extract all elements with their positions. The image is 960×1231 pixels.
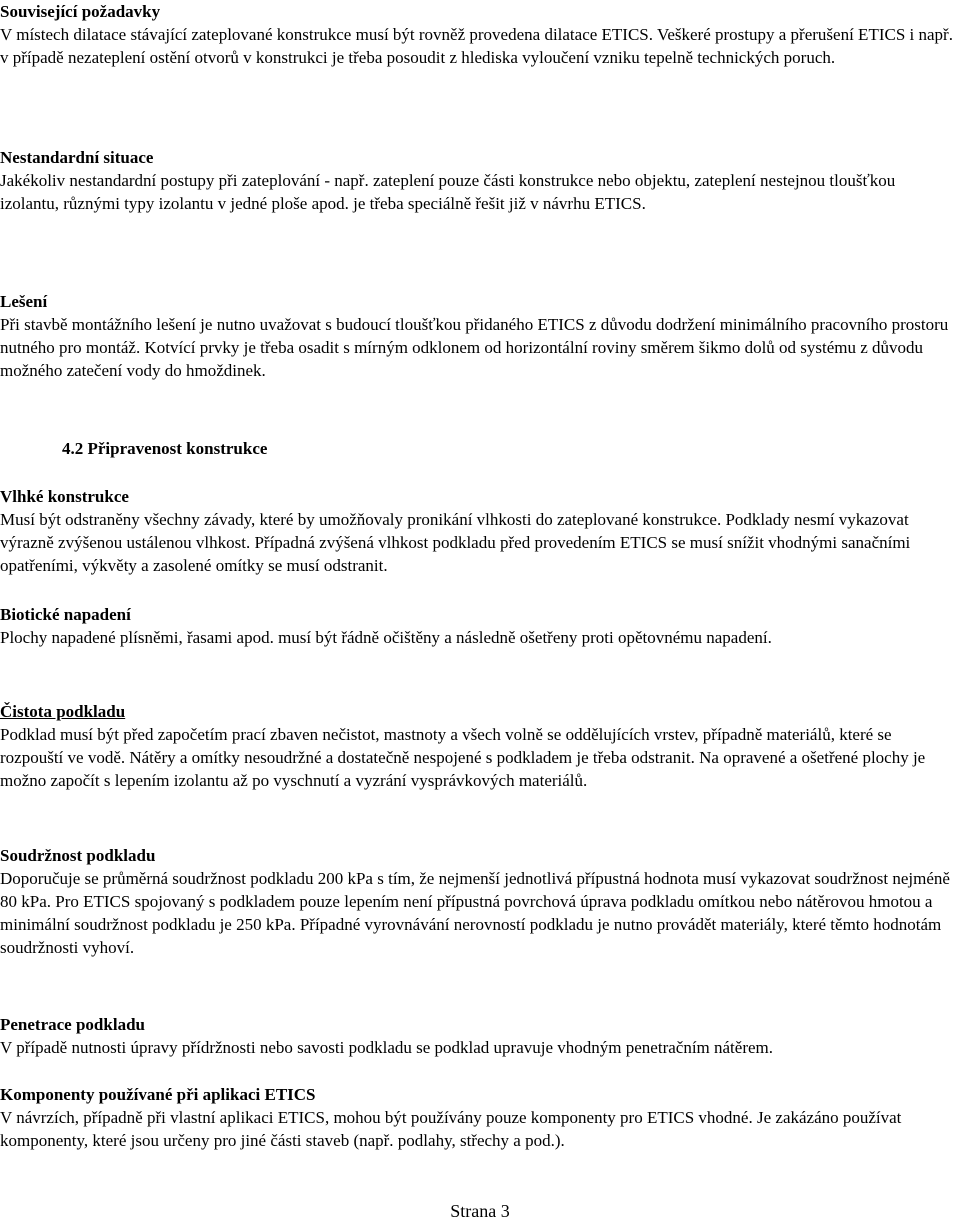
subsection-components	[0, 1083, 958, 1152]
subsection-heading: Penetrace podkladu	[0, 1015, 145, 1034]
subsection-substrate-cohesion	[0, 844, 958, 959]
section-text: V místech dilatace stávající zateplované konstrukce musí být rovněž provedena dilatace ETICS. Veškeré prostupy a přerušení ETICS i např. v případě nezateplení ostění otvorů v konstrukci je třeba posoudit z hlediska vyloučení vzniku tepelně technických poruch.	[0, 25, 953, 67]
subsection-text: V návrzích, případně při vlastní aplikaci ETICS, mohou být používány pouze komponenty pro ETICS vhodné. Je zakázáno používat komponenty, které jsou určeny pro jiné části staveb (např. podlahy, střechy a pod.).	[0, 1108, 902, 1150]
chapter-title: 4.2 Připravenost konstrukce	[62, 439, 268, 458]
subsection-heading: Vlhké konstrukce	[0, 487, 129, 506]
subsection-heading: Komponenty používané při aplikaci ETICS	[0, 1085, 316, 1104]
subsection-biotic-attack	[0, 603, 958, 649]
section-text: Při stavbě montážního lešení je nutno uvažovat s budoucí tloušťkou přidaného ETICS z důvodu dodržení minimálního pracovního prostoru nutného pro montáž. Kotvící prvky je třeba osadit s mírným odklonem od horizontální roviny směrem šikmo dolů od systému z důvodu možného zatečení vody do hmoždinek.	[0, 315, 949, 380]
page-number: Strana 3	[450, 1201, 510, 1221]
subsection-heading: Biotické napadení	[0, 605, 131, 624]
section-scaffolding	[0, 290, 958, 382]
subsection-text: Doporučuje se průměrná soudržnost podkladu 200 kPa s tím, že nejmenší jednotlivá přípustná hodnota musí vykazovat soudržnost nejméně 80 kPa. Pro ETICS spojovaný s podkladem pouze lepením není přípustná povrchová úprava podkladu omítkou nebo nátěrovou hmotou a minimální soudržnost podkladu je 250 kPa. Případné vyrovnávání nerovností podkladu je nutno provádět materiály, které těmto hodnotám soudržnosti vyhoví.	[0, 869, 950, 957]
section-related-requirements	[0, 0, 958, 69]
subsection-text: Plochy napadené plísněmi, řasami apod. musí být řádně očištěny a následně ošetřeny proti opětovnému napadení.	[0, 628, 772, 647]
section-text: Jakékoliv nestandardní postupy při zateplování - např. zateplení pouze části konstrukce nebo objektu, zateplení nestejnou tloušťkou izolantu, různými typy izolantu v jedné ploše apod. je třeba speciálně řešit již v návrhu ETICS.	[0, 171, 896, 213]
subsection-substrate-cleanliness	[0, 700, 958, 792]
section-heading: Lešení	[0, 292, 48, 311]
section-nonstandard-situation	[0, 146, 958, 215]
subsection-text: V případě nutnosti úpravy přídržnosti nebo savosti podkladu se podklad upravuje vhodným penetračním nátěrem.	[0, 1038, 774, 1057]
section-heading: Související požadavky	[0, 2, 161, 21]
subsection-substrate-penetration	[0, 1013, 958, 1059]
subsection-text: Podklad musí být před započetím prací zbaven nečistot, mastnoty a všech volně se oddělujících vrstev, případně materiálů, které se rozpouští ve vodě. Nátěry a omítky nesoudržné a dostatečně nespojené s podkladem je třeba odstranit. Na opravené a ošetřené plochy je možno započít s lepením izolantu až po vyschnutí a vyzrání vysprávkových materiálů.	[0, 725, 926, 790]
subsection-heading: Čistota podkladu	[0, 702, 126, 721]
subsection-heading: Soudržnost podkladu	[0, 846, 156, 865]
subsection-wet-structures	[0, 485, 958, 577]
subsection-text: Musí být odstraněny všechny závady, které by umožňovaly pronikání vlhkosti do zateplované konstrukce. Podklady nesmí vykazovat výrazně zvýšenou ustálenou vlhkost. Případná zvýšená vlhkost podkladu před provedením ETICS se musí snížit vhodnými sanačními opatřeními, výkvěty a zasolené omítky se musí odstranit.	[0, 510, 911, 575]
section-heading: Nestandardní situace	[0, 148, 154, 167]
